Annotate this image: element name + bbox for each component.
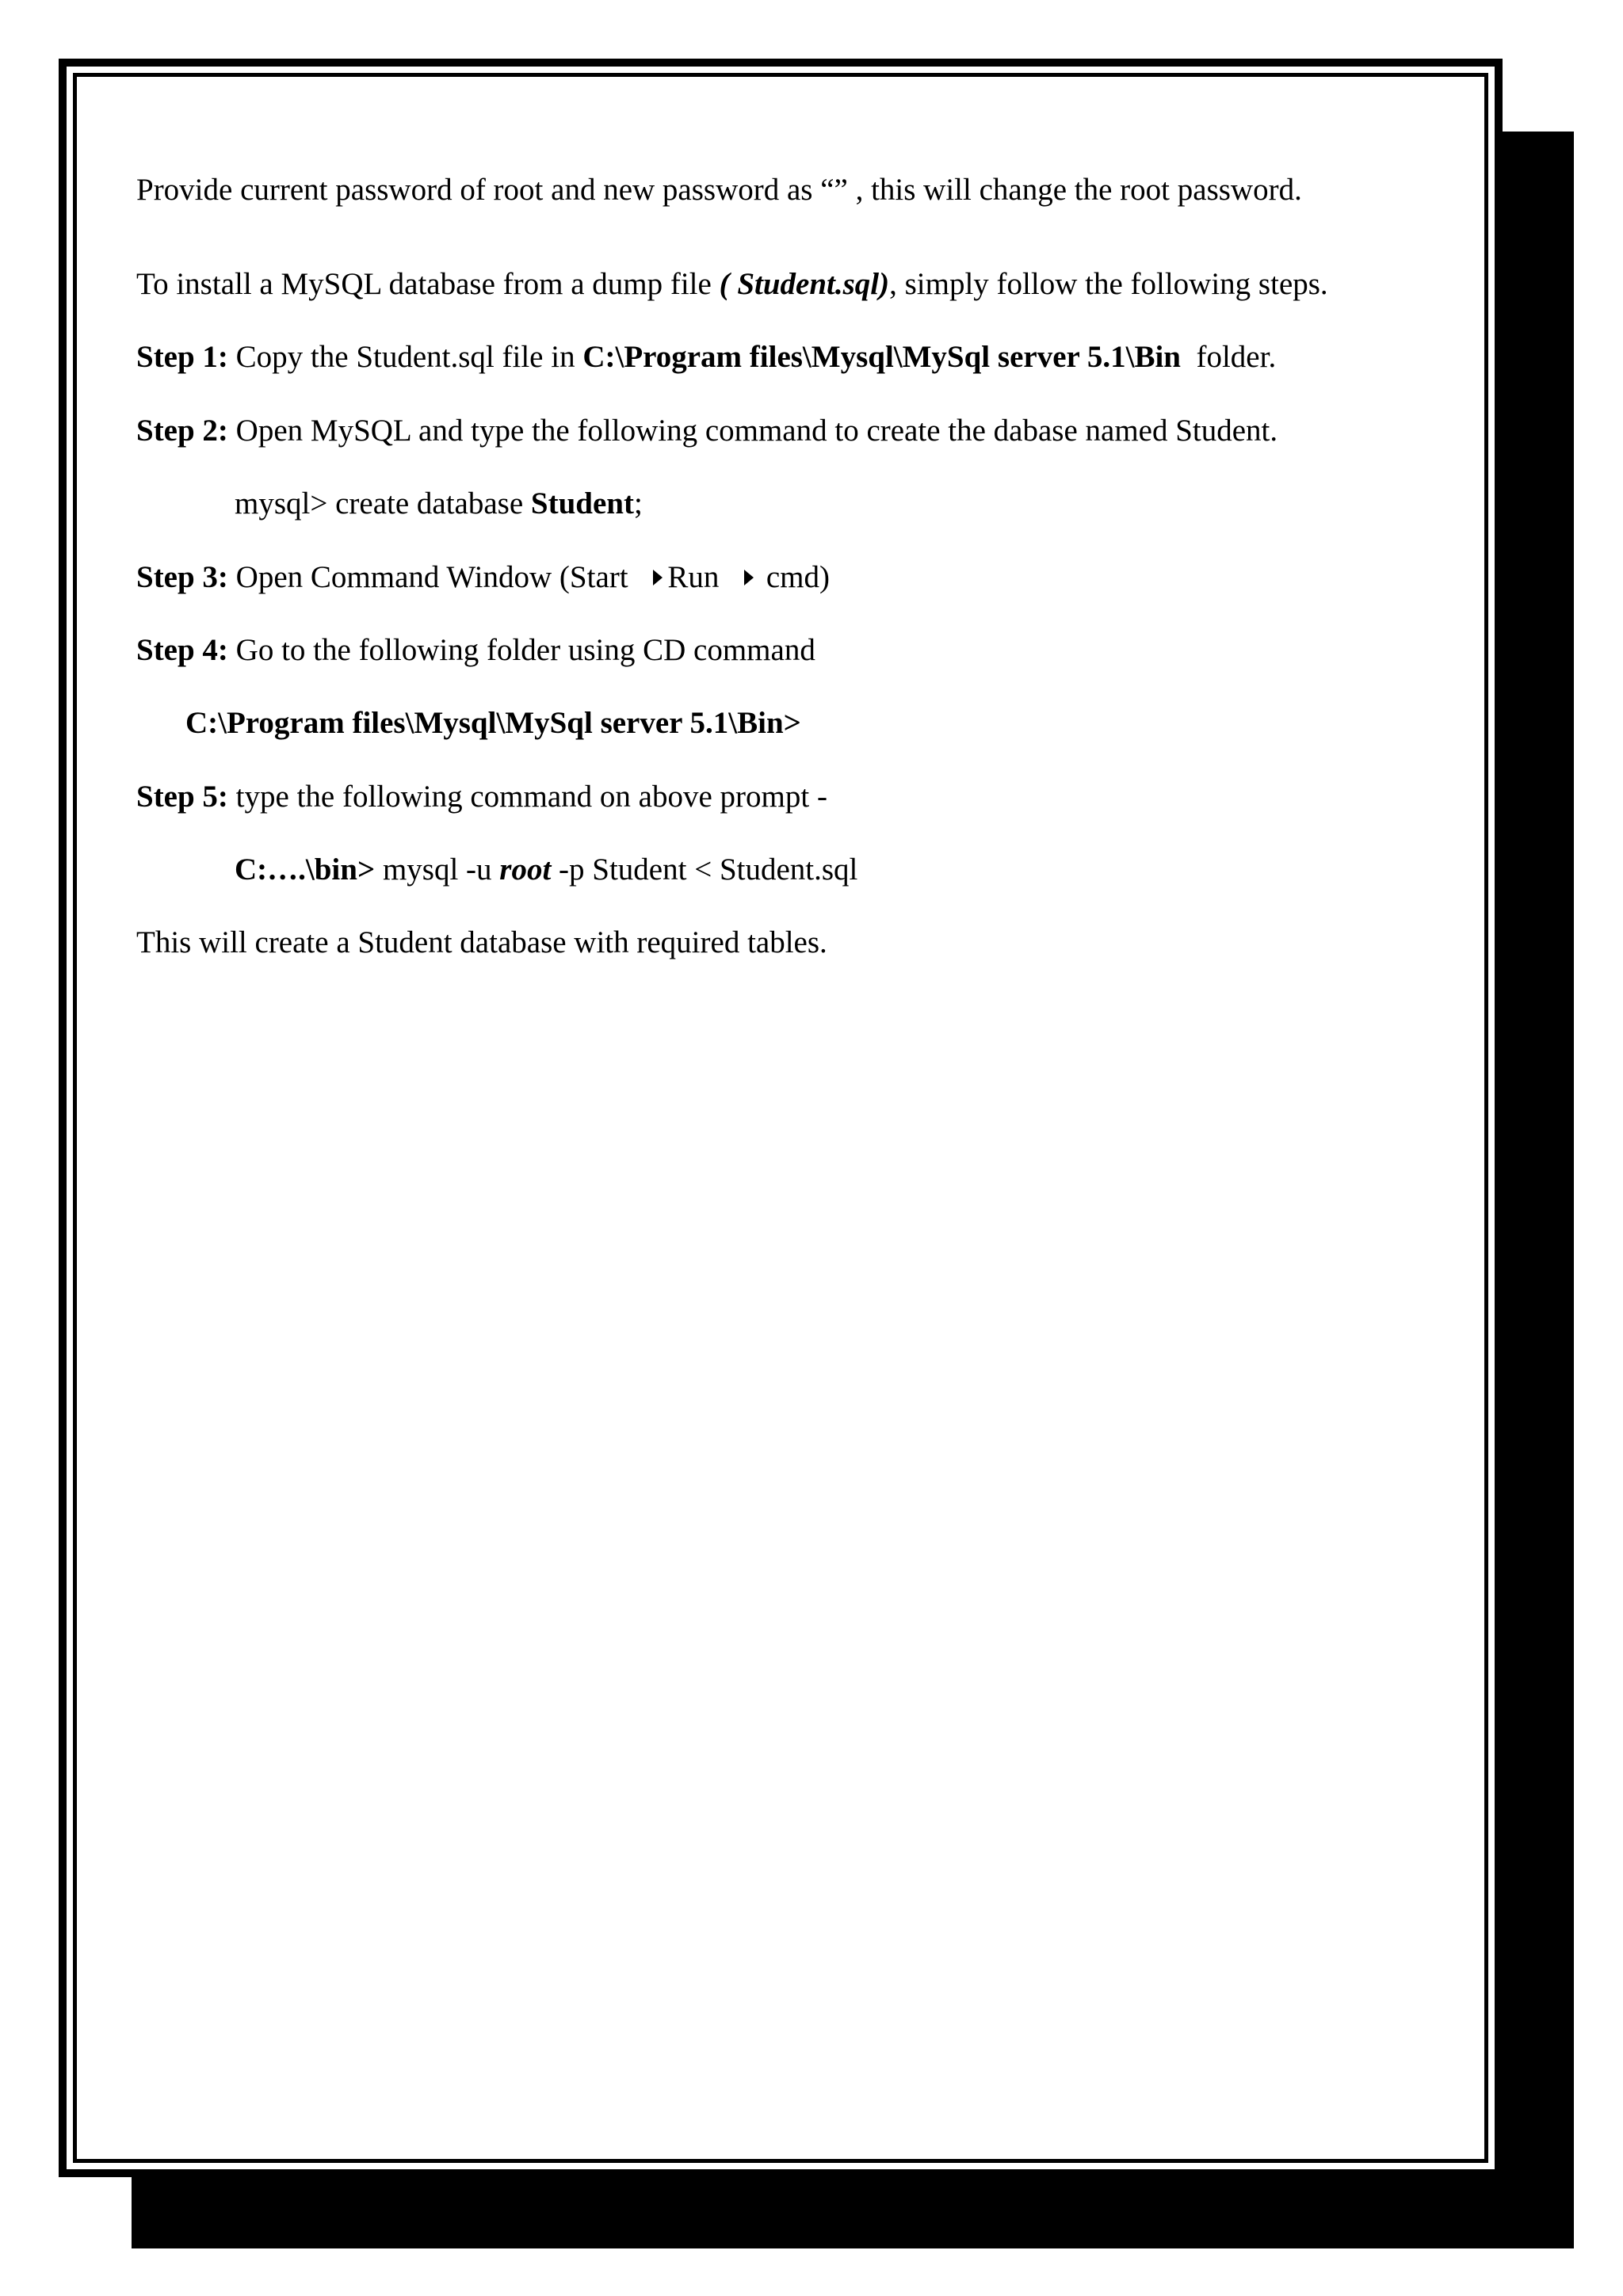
- step-4: [136, 631, 815, 669]
- step-5: [136, 778, 827, 816]
- step-5-label: Step 5:: [136, 780, 228, 814]
- step-1-label: Step 1:: [136, 340, 228, 374]
- create-db-semicolon: ;: [633, 486, 643, 521]
- root-password-text: Provide current password of root and new password as “” , this will change the root password.: [136, 173, 1302, 207]
- paragraph-closing: [136, 924, 827, 962]
- step-1-suffix: folder.: [1180, 340, 1277, 374]
- step-3-cmd: cmd): [758, 560, 830, 594]
- dump-file-name: ( Student.sql): [719, 267, 890, 301]
- create-db-command: mysql> create database: [235, 486, 531, 521]
- step-1-text: Copy the Student.sql file in: [227, 340, 583, 374]
- closing-text: This will create a Student database with required tables.: [136, 925, 827, 959]
- step-2-label: Step 2:: [136, 414, 228, 448]
- page-border-outer: [59, 59, 1503, 2177]
- mysql-command: mysql -u: [375, 852, 500, 887]
- step-4-text: Go to the following folder using CD command: [227, 633, 815, 667]
- step-4-label: Step 4:: [136, 633, 228, 667]
- paragraph-root-password: [136, 171, 1302, 209]
- paragraph-install-intro: [136, 265, 1328, 303]
- step-3-text: Open Command Window (Start: [227, 560, 636, 594]
- step-3-label: Step 3:: [136, 560, 228, 594]
- database-name: Student: [530, 486, 634, 521]
- command-create-database: [235, 485, 643, 523]
- step-3-run: Run: [667, 560, 727, 594]
- step-3: [136, 559, 830, 597]
- step-2-text: Open MySQL and type the following command to create the dabase named Student.: [227, 414, 1278, 448]
- folder-path: C:\Program files\Mysql\MySql server 5.1\Bin>: [185, 706, 801, 740]
- step-1: [136, 338, 1276, 376]
- command-import-dump: [235, 851, 857, 889]
- triangle-right-icon: [653, 570, 663, 585]
- folder-path-line: [185, 704, 801, 742]
- install-intro-text: To install a MySQL database from a dump file: [136, 267, 720, 301]
- step-5-text: type the following command on above prompt -: [227, 780, 827, 814]
- step-1-path: C:\Program files\Mysql\MySql server 5.1\Bin: [582, 340, 1181, 374]
- triangle-right-icon: [744, 570, 754, 585]
- mysql-command-args: -p Student < Student.sql: [551, 852, 858, 887]
- install-intro-suffix: , simply follow the following steps.: [889, 267, 1328, 301]
- page-border-inner: [73, 73, 1488, 2163]
- mysql-user: root: [499, 852, 552, 887]
- step-2: [136, 412, 1277, 450]
- command-prompt: C:….\bin>: [235, 852, 376, 887]
